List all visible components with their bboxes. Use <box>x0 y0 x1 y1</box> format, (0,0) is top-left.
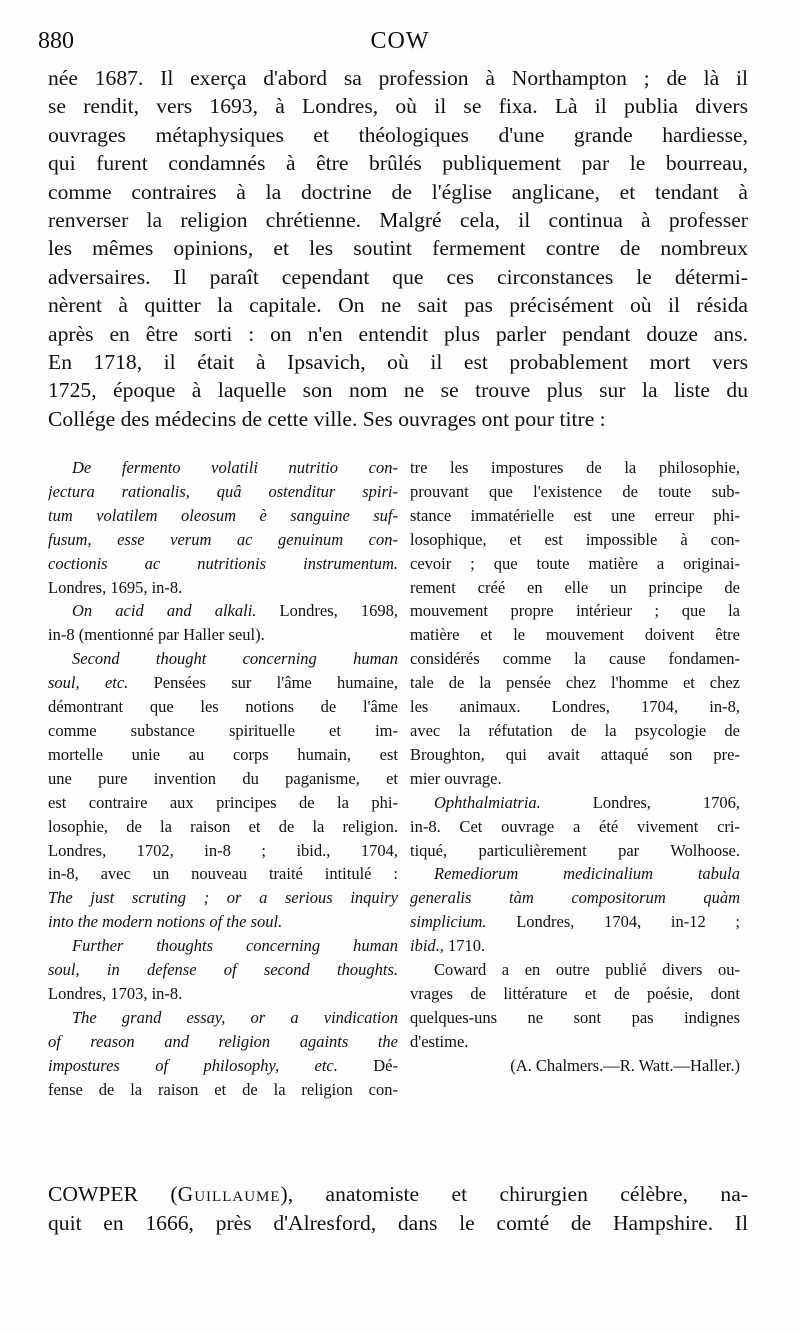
text-line: stance immatérielle est une erreur phi- <box>410 505 740 525</box>
bibliography-left-column <box>48 456 398 1101</box>
text-line: fense de la raison et de la religion con- <box>48 1079 398 1099</box>
text-line: quit en 1666, près d'Alresford, dans le comté de Hampshire. Il <box>48 1211 748 1235</box>
text-line: comme substance spirituelle et im- <box>48 720 398 740</box>
work-title-line: The just scruting ; or a serious inquiry <box>48 888 398 908</box>
lead-paragraph <box>48 64 748 433</box>
imprint: , 1710. <box>439 936 486 956</box>
work-title-line: Remediorum medicinalium tabula <box>434 864 740 884</box>
bibliography-entry-line <box>410 910 740 934</box>
entry-name: COWPER <box>48 1182 138 1206</box>
work-title-line: of reason and religion againts the <box>48 1031 398 1051</box>
work-title-line: soul, in defense of second thoughts. <box>48 960 398 980</box>
text-line: mortelle unie au corps humain, est <box>48 744 398 764</box>
text-line: démontrant que les notions de l'âme <box>48 697 398 717</box>
imprint: Londres, 1698, <box>256 601 398 621</box>
text-line: in-8, avec un nouveau traité intitulé : <box>48 864 398 884</box>
text-line: ouvrages métaphysiques et théologiques d'une grande hardiesse, <box>48 122 748 147</box>
ibid-label: ibid. <box>410 936 440 956</box>
text-line: d'estime. <box>410 1031 469 1051</box>
text-line: adversaires. Il paraît cependant que ces circonstances le détermi- <box>48 264 748 289</box>
work-title-line: coctionis ac nutritionis instrumentum. <box>48 553 398 573</box>
imprint: Londres, 1706, <box>540 792 740 812</box>
work-title: simplicium. <box>410 912 487 932</box>
bibliography-right-column <box>410 456 740 1078</box>
page-header <box>38 28 762 62</box>
work-title-line: De fermento volatili nutritio con- <box>72 458 398 477</box>
imprint-line: Londres, 1703, in-8. <box>48 983 183 1003</box>
bibliography-entry-line <box>48 599 398 623</box>
text-line: in-8. Cet ouvrage a été vivement cri- <box>410 816 740 836</box>
text-line: prouvant que l'existence de toute sub- <box>410 481 740 501</box>
text-line: 1725, époque à laquelle son nom ne se trouve plus sur la liste du <box>48 378 748 403</box>
sources-line: (A. Chalmers.—R. Watt.—Haller.) <box>510 1055 740 1075</box>
work-title: On acid and alkali. <box>72 601 257 621</box>
work-title: soul, etc. <box>48 673 129 693</box>
work-title-line: Further thoughts concerning human <box>72 936 398 956</box>
text-line: rement créé en elle un principe de <box>410 577 740 597</box>
work-title-line: jectura rationalis, quâ ostenditur spiri- <box>48 481 398 501</box>
text-line: cevoir ; que toute matière a originai- <box>410 553 740 573</box>
work-title-line: fusum, esse verum ac genuinum con- <box>48 529 398 549</box>
text-line: se rendit, vers 1693, à Londres, où il se fixa. Là il publia divers <box>48 94 748 119</box>
text-line: En 1718, il était à Ipsavich, où il est probablement mort vers <box>48 350 748 375</box>
text-line: tale de la pensée chez l'homme et chez <box>410 673 740 693</box>
text-line: losophique, et est impossible à con- <box>410 529 740 549</box>
entry-text: ), anatomiste et chirurgien célèbre, na- <box>280 1182 748 1206</box>
text-line: Collége des médecins de cette ville. Ses ouvrages ont pour titre : <box>48 406 606 431</box>
bibliography-entry-line <box>410 791 740 815</box>
text-line: considérés comme la cause fondamen- <box>410 649 740 669</box>
work-title: impostures of philosophy, etc. <box>48 1055 338 1075</box>
imprint-line: Londres, 1695, in-8. <box>48 577 183 597</box>
translation: Dé- <box>337 1055 398 1075</box>
text-line: Coward a en outre publié divers ou- <box>434 960 740 980</box>
entry-heading-line: COWPER (Guillaume), anatomiste et chirurgien célèbre, na- <box>48 1182 748 1206</box>
text-line: Londres, 1702, in-8 ; ibid., 1704, <box>48 840 398 860</box>
text-line: tre les impostures de la philosophie, <box>410 458 740 477</box>
text-line: les mêmes opinions, et les soutint fermement contre de nombreux <box>48 236 748 261</box>
work-title-line: generalis tàm compositorum quàm <box>410 888 740 908</box>
text-line: est contraire aux principes de la phi- <box>48 792 398 812</box>
text-line: matière et le mouvement doivent être <box>410 625 740 645</box>
text-line: vrages de littérature et de poésie, dont <box>410 983 740 1003</box>
text-line: mier ouvrage. <box>410 768 502 788</box>
work-title: Ophthalmiatria. <box>434 792 541 812</box>
note-line: in-8 (mentionné par Haller seul). <box>48 625 265 645</box>
next-entry <box>48 1180 748 1238</box>
work-title-line: tum volatilem oleosum è sanguine suf- <box>48 505 398 525</box>
entry-given-name: Guillaume <box>177 1182 281 1206</box>
work-title-line: into the modern notions of the soul. <box>48 912 283 932</box>
text-line: nèrent à quitter la capitale. On ne sait pas précisément où il résida <box>48 293 748 318</box>
text-line: Broughton, qui avait attaqué son pre- <box>410 744 740 764</box>
imprint: Londres, 1704, in-12 ; <box>486 912 740 932</box>
text-line: quelques-uns ne sont pas indignes <box>410 1007 740 1027</box>
text-line: avec la réfutation de la psycologie de <box>410 720 740 740</box>
bibliography-entry-line <box>410 934 740 958</box>
text-line: comme contraires à la doctrine de l'église anglicane, et tendant à <box>48 179 748 204</box>
running-head: COW <box>370 28 430 54</box>
bibliography-entry-line <box>48 1054 398 1078</box>
text-line: les animaux. Londres, 1704, in-8, <box>410 697 740 717</box>
page-number: 880 <box>38 28 74 54</box>
translation: Pensées sur l'âme humaine, <box>128 673 398 693</box>
text-line: qui furent condamnés à être brûlés publiquement par le bourreau, <box>48 151 748 176</box>
text-line: après en être sorti : on n'en entendit plus parler pendant douze ans. <box>48 321 748 346</box>
text-line: née 1687. Il exerça d'abord sa profession à Northampton ; de là il <box>48 66 748 90</box>
text-line: une pure invention du paganisme, et <box>48 768 398 788</box>
text-line: tiqué, particulièrement par Wolhoose. <box>410 840 740 860</box>
work-title-line: Second thought concerning human <box>72 649 398 669</box>
text-line: losophie, de la raison et de la religion. <box>48 816 398 836</box>
bibliography-entry-line <box>48 671 398 695</box>
text-line: renverser la religion chrétienne. Malgré cela, il continua à professer <box>48 208 748 233</box>
work-title-line: The grand essay, or a vindication <box>72 1007 398 1027</box>
text-line: mouvement propre intérieur ; que la <box>410 601 740 621</box>
